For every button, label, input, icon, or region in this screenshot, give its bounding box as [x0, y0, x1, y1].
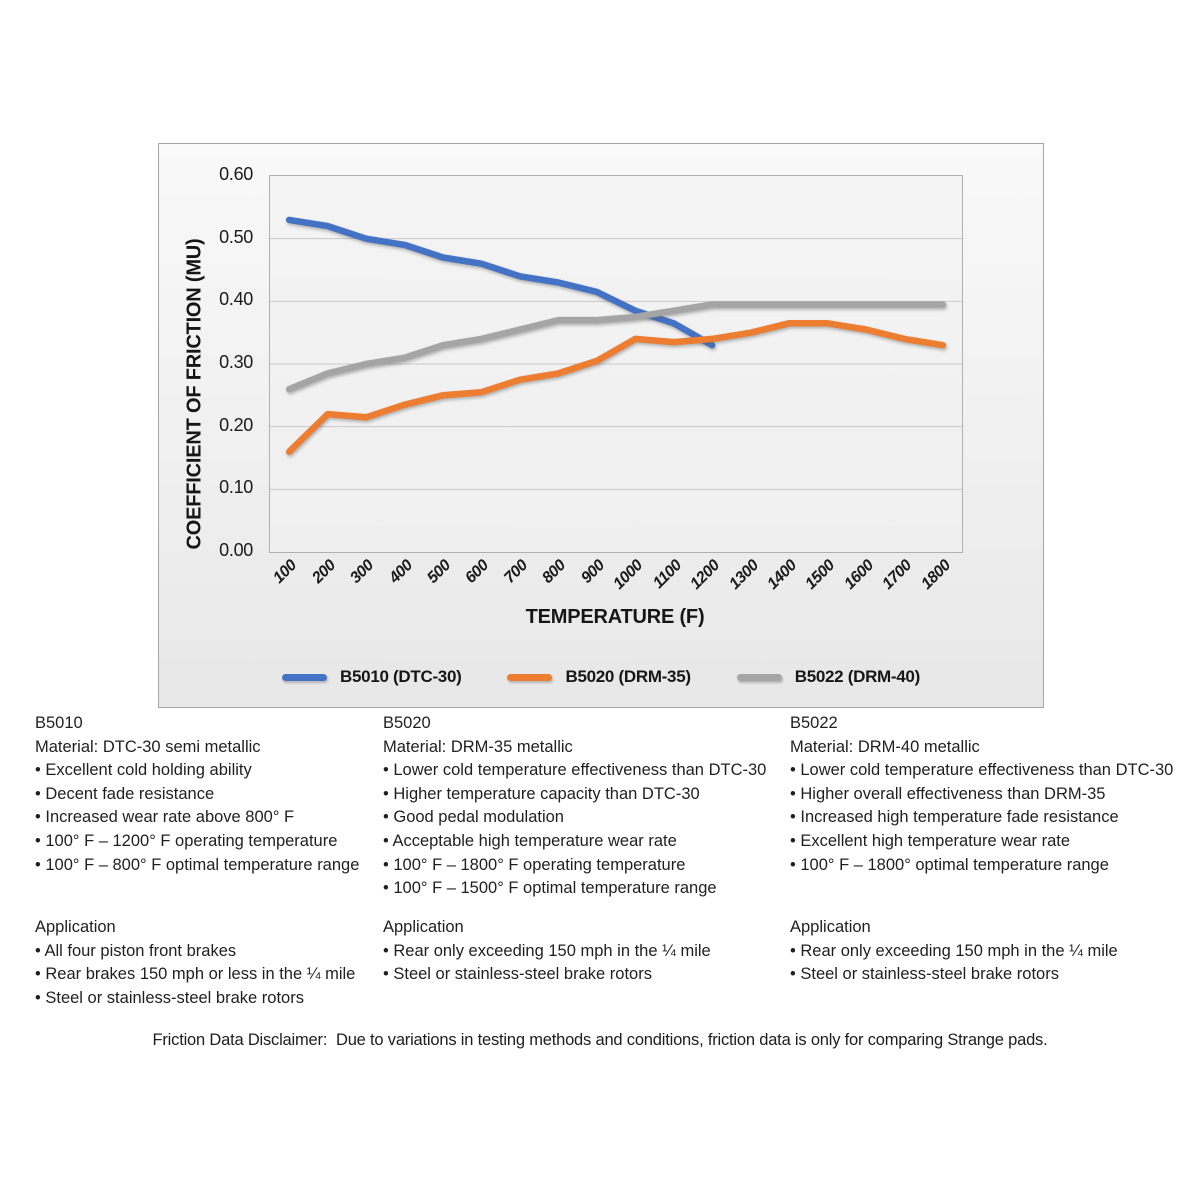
- x-tick-label: 900: [577, 557, 608, 587]
- x-tick-label: 1200: [687, 557, 724, 593]
- x-tick-label: 1000: [610, 557, 647, 593]
- y-tick-label: 0.50: [219, 226, 253, 247]
- x-tick-label: 1800: [918, 557, 954, 593]
- pad-feature-bullet: • 100° F – 1500° F optimal temperature range: [383, 879, 717, 898]
- pad-feature-bullet: • Higher overall effectiveness than DRM-35: [790, 784, 1106, 803]
- y-tick-label: 0.20: [219, 414, 253, 435]
- pad-material: Material: DTC-30 semi metallic: [35, 737, 261, 756]
- legend-item: [507, 667, 690, 687]
- pad-title: B5010: [35, 714, 83, 732]
- pad-feature-bullet: • 100° F – 1800° F operating temperature: [383, 855, 686, 874]
- application-bullet: • All four piston front brakes: [35, 941, 237, 960]
- application-bullet: • Rear only exceeding 150 mph in the ¼ mile: [790, 941, 1118, 960]
- friction-disclaimer: Friction Data Disclaimer: Due to variations in testing methods and conditions, friction data is only for comparing Strange pads.: [152, 1031, 1048, 1049]
- x-tick-label: 100: [270, 557, 301, 587]
- legend-swatch-icon: [282, 674, 327, 681]
- plot-svg: [270, 176, 962, 552]
- pad-feature-bullet: • Increased wear rate above 800° F: [35, 808, 295, 827]
- legend-label: B5010 (DTC-30): [340, 667, 462, 686]
- application-bullet: • Steel or stainless-steel brake rotors: [383, 965, 652, 984]
- x-tick-label: 1400: [764, 557, 801, 593]
- pad-column-b5010: [35, 712, 359, 1027]
- plot-area: [269, 175, 963, 553]
- y-tick-label: 0.30: [219, 352, 253, 372]
- y-tick-label: 0.40: [219, 289, 253, 310]
- x-tick-label: 400: [385, 557, 416, 587]
- pad-column-b5022: [790, 712, 1173, 1027]
- legend-label: B5022 (DRM-40): [794, 667, 920, 686]
- y-tick-label: 0.10: [219, 477, 253, 498]
- pad-title: B5020: [383, 714, 431, 732]
- x-tick-label: 1300: [725, 557, 762, 593]
- application-bullet: • Steel or stainless-steel brake rotors: [790, 965, 1059, 984]
- legend-item: [737, 667, 920, 687]
- y-tick-label: 0.60: [219, 164, 253, 184]
- x-tick-label: 1600: [841, 557, 877, 593]
- legend-label: B5020 (DRM-35): [565, 667, 691, 686]
- pad-material: Material: DRM-40 metallic: [790, 737, 980, 756]
- friction-chart-panel: [158, 143, 1044, 708]
- application-block: [790, 916, 1118, 987]
- application-block: [35, 916, 355, 1010]
- series-line-b5020: [289, 323, 943, 451]
- pad-title: B5022: [790, 714, 838, 732]
- pad-feature-bullet: • Increased high temperature fade resistance: [790, 808, 1119, 827]
- legend-swatch-icon: [737, 674, 782, 681]
- x-tick-label: 600: [462, 557, 493, 587]
- pad-feature-bullet: • 100° F – 800° F optimal temperature range: [35, 855, 360, 874]
- chart-legend: [159, 661, 1043, 693]
- legend-swatch-icon: [507, 674, 552, 681]
- application-title: Application: [790, 918, 871, 936]
- pad-feature-bullet: • 100° F – 1800° optimal temperature range: [790, 855, 1109, 874]
- pad-feature-bullet: • Acceptable high temperature wear rate: [383, 831, 677, 850]
- legend-item: [282, 667, 461, 687]
- pad-feature-bullet: • Lower cold temperature effectiveness than DTC-30: [790, 761, 1174, 780]
- application-bullet: • Steel or stainless-steel brake rotors: [35, 988, 304, 1007]
- application-bullet: • Rear only exceeding 150 mph in the ¼ mile: [383, 941, 711, 960]
- pad-feature-bullet: • Higher temperature capacity than DTC-30: [383, 784, 700, 803]
- y-tick-label: 0.00: [219, 540, 253, 560]
- pad-feature-bullet: • 100° F – 1200° F operating temperature: [35, 831, 338, 850]
- x-axis-title: TEMPERATURE (F): [525, 606, 705, 628]
- pad-feature-bullet: • Excellent high temperature wear rate: [790, 831, 1071, 850]
- x-tick-label: 200: [308, 557, 339, 587]
- pad-material: Material: DRM-35 metallic: [383, 737, 573, 756]
- pad-feature-bullet: • Excellent cold holding ability: [35, 761, 252, 780]
- pad-column-b5020: [383, 712, 766, 1027]
- pad-feature-bullet: • Decent fade resistance: [35, 784, 215, 803]
- pad-feature-bullet: • Lower cold temperature effectiveness than DTC-30: [383, 761, 767, 780]
- application-title: Application: [35, 918, 116, 936]
- x-tick-label: 1500: [802, 557, 839, 593]
- x-tick-label: 700: [501, 557, 531, 587]
- x-tick-label: 1700: [879, 557, 916, 593]
- x-tick-label: 800: [539, 557, 570, 587]
- x-tick-label: 500: [424, 557, 455, 587]
- application-title: Application: [383, 918, 464, 936]
- x-tick-label: 300: [347, 557, 378, 587]
- x-tick-label: 1100: [649, 557, 685, 592]
- application-block: [383, 916, 711, 987]
- pad-feature-bullet: • Good pedal modulation: [383, 808, 564, 827]
- application-bullet: • Rear brakes 150 mph or less in the ¼ mile: [35, 965, 356, 984]
- y-axis-title: COEFFICIENT OF FRICTION (MU): [183, 238, 206, 550]
